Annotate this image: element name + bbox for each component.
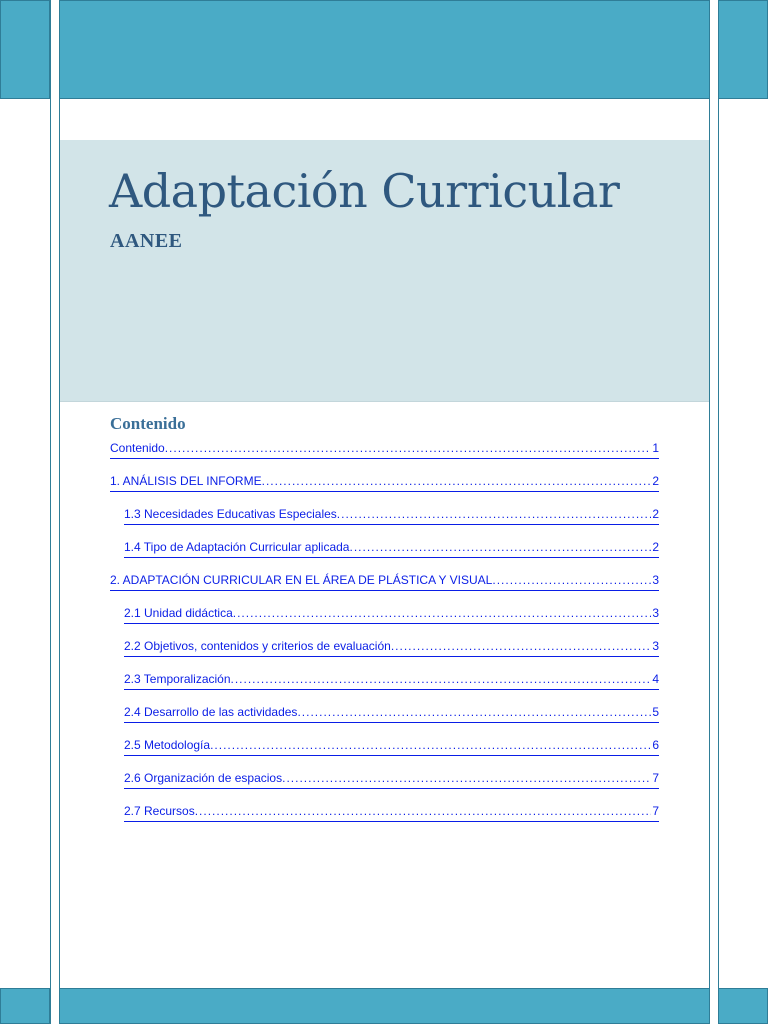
toc-dot-leader [492, 570, 651, 590]
toc-dot-leader [262, 471, 652, 491]
toc-entry-page: 2 [652, 474, 659, 488]
toc-entry [110, 669, 659, 702]
toc-link[interactable] [124, 702, 659, 723]
toc-dot-leader [165, 438, 652, 458]
toc-entry [110, 603, 659, 636]
document-subtitle: AANEE [110, 230, 183, 252]
toc-entry-page: 7 [652, 771, 659, 785]
toc-dot-leader [195, 801, 652, 821]
toc-entry-page: 2 [652, 540, 659, 554]
toc-entry-page: 3 [652, 606, 659, 620]
toc-entry-label: 2.1 Unidad didáctica [124, 606, 233, 620]
toc-entry-page: 7 [652, 804, 659, 818]
toc-entry [110, 768, 659, 801]
toc-entry-label: 2.6 Organización de espacios [124, 771, 283, 785]
toc-entry-page: 3 [652, 639, 659, 653]
toc-dot-leader [297, 702, 651, 722]
toc-entry-label: 2.5 Metodología [124, 738, 211, 752]
toc-link[interactable] [124, 768, 659, 789]
toc-entry [110, 438, 659, 471]
toc-entry-page: 4 [652, 672, 659, 686]
toc-link[interactable] [124, 801, 659, 822]
toc-entry-page: 6 [652, 738, 659, 752]
toc-entry-label: 1.4 Tipo de Adaptación Curricular aplicada [124, 540, 350, 554]
toc-entry [110, 504, 659, 537]
toc-link[interactable] [124, 669, 659, 690]
toc-heading: Contenido [110, 414, 186, 433]
toc-entry-label: 2. ADAPTACIÓN CURRICULAR EN EL ÁREA DE PLÁSTICA Y VISUAL [110, 573, 493, 587]
toc-link[interactable] [110, 570, 659, 591]
table-of-contents [110, 438, 659, 834]
toc-dot-leader [233, 603, 652, 623]
toc-entry-page: 3 [652, 573, 659, 587]
toc-entry [110, 801, 659, 834]
toc-entry [110, 735, 659, 768]
toc-entry-label: 2.3 Temporalización [124, 672, 231, 686]
toc-dot-leader [391, 636, 652, 656]
toc-link[interactable] [110, 438, 659, 459]
toc-entry [110, 570, 659, 603]
toc-dot-leader [349, 537, 651, 557]
toc-entry-label: 2.7 Recursos [124, 804, 195, 818]
toc-dot-leader [337, 504, 652, 524]
left-outer-rule [50, 0, 51, 1024]
right-bottom-band [718, 988, 768, 1024]
toc-entry [110, 702, 659, 735]
toc-entry [110, 471, 659, 504]
toc-link[interactable] [110, 471, 659, 492]
toc-dot-leader [210, 735, 651, 755]
toc-link[interactable] [124, 537, 659, 558]
toc-entry [110, 636, 659, 669]
footer-band [59, 988, 710, 1024]
toc-link[interactable] [124, 636, 659, 657]
document-title: Adaptación Curricular [109, 164, 620, 218]
right-top-band [718, 0, 768, 99]
header-band [59, 0, 710, 99]
toc-dot-leader [231, 669, 652, 689]
toc-link[interactable] [124, 603, 659, 624]
toc-entry-label: 2.2 Objetivos, contenidos y criterios de evaluación [124, 639, 391, 653]
toc-dot-leader [282, 768, 651, 788]
toc-entry-page: 2 [652, 507, 659, 521]
left-bottom-band [0, 988, 50, 1024]
toc-link[interactable] [124, 735, 659, 756]
left-top-band [0, 0, 50, 99]
right-outer-rule [718, 0, 719, 1024]
toc-entry-label: 1.3 Necesidades Educativas Especiales [124, 507, 337, 521]
toc-entry-label: 1. ANÁLISIS DEL INFORME [110, 474, 262, 488]
toc-entry [110, 537, 659, 570]
right-inner-rule [709, 0, 710, 1024]
toc-entry-page: 1 [652, 441, 659, 455]
toc-entry-label: Contenido [110, 441, 165, 455]
toc-entry-label: 2.4 Desarrollo de las actividades [124, 705, 298, 719]
toc-link[interactable] [124, 504, 659, 525]
toc-entry-page: 5 [652, 705, 659, 719]
